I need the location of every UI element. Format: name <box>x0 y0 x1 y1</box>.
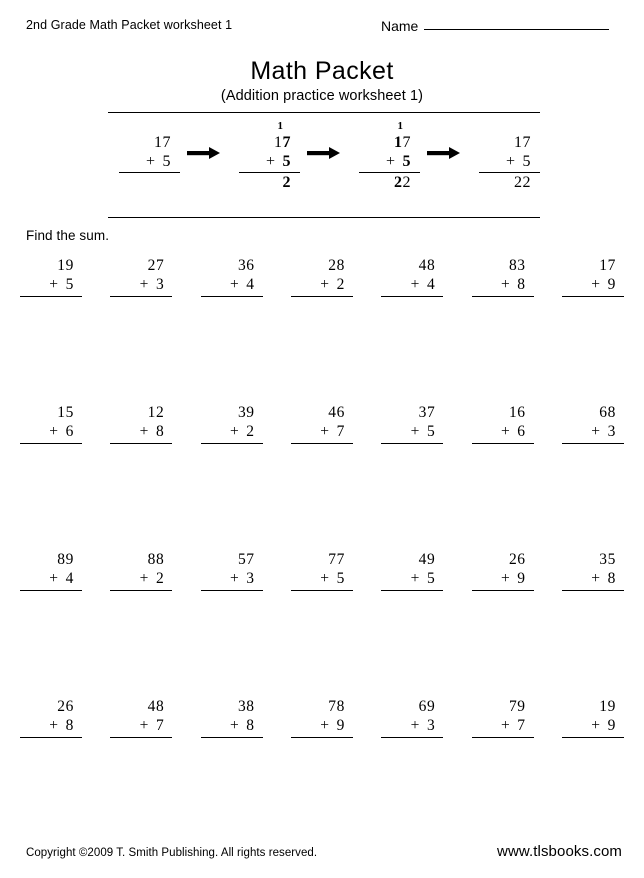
problem-item[interactable] <box>20 256 82 403</box>
example-answer <box>283 173 301 193</box>
plus-sign: + <box>229 717 240 734</box>
problem-top-number: 39 <box>237 404 255 421</box>
plus-sign: + <box>139 717 149 734</box>
plus-sign: + <box>265 153 276 170</box>
problem-addend: 7 <box>155 717 165 734</box>
problem-item[interactable] <box>291 256 353 403</box>
problem-top-number: 37 <box>418 404 436 421</box>
problem-item[interactable] <box>20 697 82 844</box>
problem-addend: 3 <box>155 276 165 293</box>
problem-top-number: 89 <box>57 551 74 568</box>
problem-addend: 8 <box>65 717 74 734</box>
name-label: Name <box>381 18 419 34</box>
problem-addend: 5 <box>336 570 345 587</box>
plus-sign: + <box>500 570 511 587</box>
problem-top-number: 16 <box>508 404 526 421</box>
plus-sign: + <box>320 276 330 293</box>
problem-item[interactable] <box>381 550 443 697</box>
example-answer <box>394 173 420 193</box>
plus-sign: + <box>385 153 396 170</box>
plus-sign: + <box>320 570 330 587</box>
problem-top-number: 46 <box>328 404 345 421</box>
problem-row <box>20 550 624 697</box>
page-title: Math Packet <box>250 57 394 85</box>
problem-item[interactable] <box>110 403 172 550</box>
problem-top-number: 49 <box>418 551 436 568</box>
problem-addend-line <box>20 569 82 591</box>
problem-addend: 4 <box>246 276 255 293</box>
problem-item[interactable] <box>381 403 443 550</box>
name-field-block <box>381 18 609 34</box>
problem-addend-line <box>562 275 624 297</box>
page-header <box>26 18 618 38</box>
problem-top-number: 26 <box>57 698 74 715</box>
example-answer <box>514 173 540 193</box>
answer-plain: 2 <box>402 174 411 191</box>
problem-addend: 5 <box>65 276 74 293</box>
problem-row <box>20 256 624 403</box>
problem-top-number: 57 <box>237 551 255 568</box>
problem-addend: 9 <box>607 717 616 734</box>
problem-addend-line <box>201 275 263 297</box>
example-addend-line <box>119 152 180 173</box>
arrow-right-icon <box>423 118 465 160</box>
plus-sign: + <box>591 423 601 440</box>
problem-item[interactable] <box>110 256 172 403</box>
top-plain-digits: 17 <box>154 134 171 151</box>
top-bold-digits: 1 <box>394 134 403 151</box>
problem-addend-line <box>381 569 443 591</box>
problem-item[interactable] <box>20 550 82 697</box>
problem-addend-line <box>110 716 172 738</box>
problem-grid <box>20 256 624 844</box>
problem-item[interactable] <box>381 697 443 844</box>
problem-item[interactable] <box>472 697 534 844</box>
problem-addend-line <box>381 422 443 444</box>
problem-addend-line <box>291 716 353 738</box>
plus-sign: + <box>410 276 420 293</box>
problem-addend-line <box>291 569 353 591</box>
problem-top-number: 28 <box>328 257 345 274</box>
problem-item[interactable] <box>291 697 353 844</box>
instruction-text: Find the sum. <box>26 228 110 243</box>
addend-bold: 5 <box>402 153 411 170</box>
problem-item[interactable] <box>381 256 443 403</box>
problem-top-number: 12 <box>147 404 165 421</box>
problem-top-number: 83 <box>508 257 526 274</box>
problem-addend-line <box>291 275 353 297</box>
problem-addend: 7 <box>336 423 345 440</box>
title-block <box>0 58 644 104</box>
problem-addend-line <box>20 275 82 297</box>
problem-top-number: 68 <box>599 404 616 421</box>
problem-addend: 5 <box>426 423 436 440</box>
problem-item[interactable] <box>472 403 534 550</box>
problem-addend-line <box>381 716 443 738</box>
problem-addend-line <box>562 569 624 591</box>
problem-item[interactable] <box>110 550 172 697</box>
problem-top-number: 35 <box>599 551 616 568</box>
example-step-2 <box>228 118 300 193</box>
problem-addend: 8 <box>607 570 616 587</box>
problem-addend: 7 <box>517 717 526 734</box>
website-url[interactable]: www.tlsbooks.com <box>497 843 622 860</box>
problem-top-number: 27 <box>147 257 165 274</box>
example-top-number <box>394 133 420 152</box>
worksheet-id-label: 2nd Grade Math Packet worksheet 1 <box>26 18 233 32</box>
problem-addend: 2 <box>336 276 345 293</box>
problem-top-number: 26 <box>508 551 526 568</box>
problem-addend-line <box>291 422 353 444</box>
example-step-3 <box>348 118 420 193</box>
problem-item[interactable] <box>201 403 263 550</box>
problem-top-number: 48 <box>147 698 165 715</box>
problem-item[interactable] <box>562 550 624 697</box>
problem-addend-line <box>201 422 263 444</box>
plus-sign: + <box>410 570 420 587</box>
arrow-right-icon <box>183 118 225 160</box>
plus-sign: + <box>49 276 59 293</box>
plus-sign: + <box>139 570 149 587</box>
example-step-1 <box>108 118 180 173</box>
plus-sign: + <box>591 717 601 734</box>
problem-item[interactable] <box>291 550 353 697</box>
problem-addend-line <box>381 275 443 297</box>
carry-digit: 1 <box>397 120 403 132</box>
problem-item[interactable] <box>201 697 263 844</box>
problem-addend-line <box>110 275 172 297</box>
copyright-text: Copyright ©2009 T. Smith Publishing. All rights reserved. <box>26 847 318 859</box>
problem-top-number: 77 <box>328 551 345 568</box>
problem-addend: 4 <box>426 276 436 293</box>
addend-plain: 5 <box>162 153 171 170</box>
plus-sign: + <box>229 423 240 440</box>
example-addend-line <box>479 152 540 173</box>
problem-addend-line <box>20 422 82 444</box>
plus-sign: + <box>320 717 330 734</box>
problem-addend: 2 <box>155 570 165 587</box>
problem-addend: 5 <box>426 570 436 587</box>
problem-addend: 9 <box>607 276 616 293</box>
top-plain-digits: 17 <box>514 134 531 151</box>
example-top-number <box>514 133 540 152</box>
problem-addend-line <box>562 716 624 738</box>
problem-addend-line <box>201 716 263 738</box>
plus-sign: + <box>229 276 240 293</box>
problem-addend-line <box>201 569 263 591</box>
top-plain-digits: 7 <box>402 134 411 151</box>
addend-bold: 5 <box>282 153 291 170</box>
plus-sign: + <box>500 276 511 293</box>
plus-sign: + <box>591 570 601 587</box>
problem-top-number: 19 <box>57 257 74 274</box>
problem-addend-line <box>472 422 534 444</box>
example-addend-line <box>239 152 300 173</box>
problem-addend: 8 <box>517 276 526 293</box>
arrow-right-icon <box>303 118 345 160</box>
problem-top-number: 17 <box>599 257 616 274</box>
problem-item[interactable] <box>20 403 82 550</box>
problem-addend-line <box>20 716 82 738</box>
problem-addend-line <box>562 422 624 444</box>
problem-addend: 8 <box>155 423 165 440</box>
page-subtitle: (Addition practice worksheet 1) <box>220 88 424 105</box>
problem-addend: 9 <box>517 570 526 587</box>
problem-item[interactable] <box>291 403 353 550</box>
addend-plain: 5 <box>522 153 531 170</box>
problem-addend-line <box>472 716 534 738</box>
example-top-divider <box>108 112 540 113</box>
plus-sign: + <box>320 423 330 440</box>
problem-top-number: 15 <box>57 404 74 421</box>
problem-item[interactable] <box>562 697 624 844</box>
problem-item[interactable] <box>562 403 624 550</box>
plus-sign: + <box>139 423 149 440</box>
problem-addend: 3 <box>246 570 255 587</box>
problem-top-number: 79 <box>508 698 526 715</box>
problem-item[interactable] <box>562 256 624 403</box>
problem-addend-line <box>472 569 534 591</box>
name-write-in-line[interactable] <box>424 28 609 30</box>
problem-row <box>20 403 624 550</box>
problem-item[interactable] <box>472 256 534 403</box>
carry-digit: 1 <box>277 120 283 132</box>
problem-addend: 8 <box>246 717 255 734</box>
top-plain-digits: 1 <box>274 134 283 151</box>
problem-row <box>20 697 624 844</box>
plus-sign: + <box>49 717 59 734</box>
plus-sign: + <box>139 276 149 293</box>
problem-addend: 4 <box>65 570 74 587</box>
plus-sign: + <box>49 423 59 440</box>
problem-addend: 3 <box>607 423 616 440</box>
problem-addend-line <box>110 569 172 591</box>
plus-sign: + <box>145 153 156 170</box>
answer-bold: 2 <box>282 174 291 191</box>
example-top-number <box>154 133 180 152</box>
problem-top-number: 69 <box>418 698 436 715</box>
problem-item[interactable] <box>201 550 263 697</box>
problem-top-number: 48 <box>418 257 436 274</box>
plus-sign: + <box>500 423 511 440</box>
plus-sign: + <box>410 423 420 440</box>
page-footer <box>26 843 622 860</box>
problem-addend: 2 <box>246 423 255 440</box>
problem-addend: 3 <box>426 717 436 734</box>
problem-top-number: 38 <box>237 698 255 715</box>
example-addend-line <box>359 152 420 173</box>
example-top-number <box>274 133 300 152</box>
problem-addend: 6 <box>65 423 74 440</box>
plus-sign: + <box>505 153 516 170</box>
problem-item[interactable] <box>472 550 534 697</box>
problem-top-number: 78 <box>328 698 345 715</box>
problem-addend: 9 <box>336 717 345 734</box>
problem-addend-line <box>472 275 534 297</box>
problem-top-number: 88 <box>147 551 165 568</box>
answer-plain: 22 <box>514 174 531 191</box>
plus-sign: + <box>500 717 511 734</box>
plus-sign: + <box>410 717 420 734</box>
answer-bold: 2 <box>394 174 403 191</box>
plus-sign: + <box>591 276 601 293</box>
problem-item[interactable] <box>110 697 172 844</box>
problem-item[interactable] <box>201 256 263 403</box>
example-step-4 <box>468 118 540 193</box>
problem-addend: 6 <box>517 423 526 440</box>
problem-addend-line <box>110 422 172 444</box>
worked-example-row <box>108 118 540 214</box>
plus-sign: + <box>49 570 59 587</box>
plus-sign: + <box>229 570 240 587</box>
problem-top-number: 36 <box>237 257 255 274</box>
problem-top-number: 19 <box>599 698 616 715</box>
top-bold-digits: 7 <box>282 134 291 151</box>
example-bottom-divider <box>108 217 540 218</box>
